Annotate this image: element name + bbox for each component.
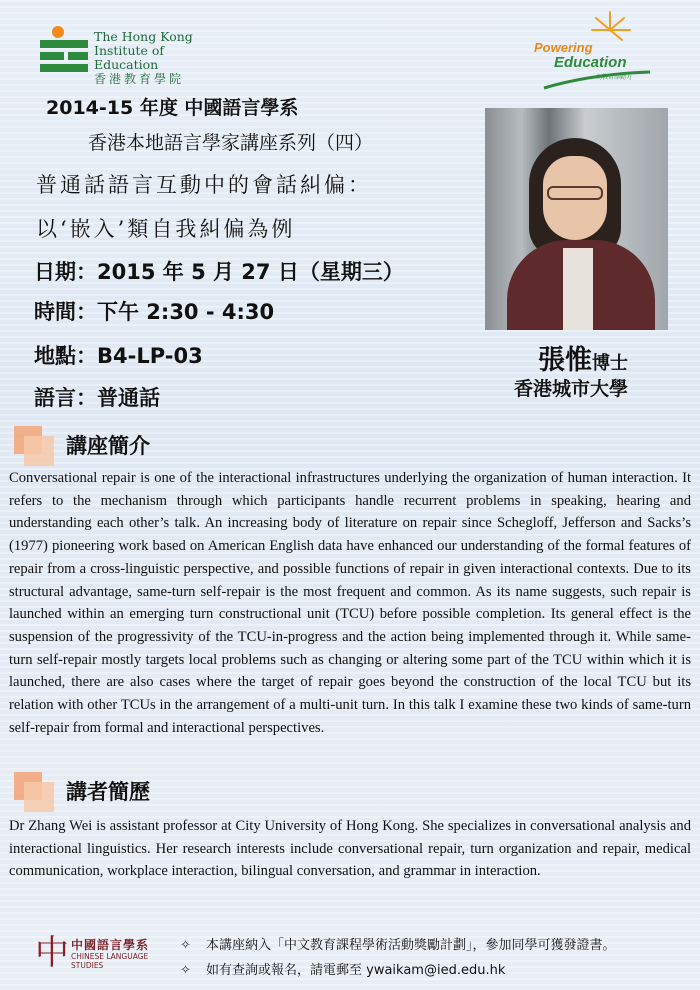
footer-note-certificate (180, 934, 616, 953)
decor-square-icon (24, 782, 54, 812)
lecture-series: 香港本地語言學家講座系列（四） (88, 132, 374, 154)
logo-cn: 香港教育學院 (94, 72, 185, 86)
bio-heading: 講者簡歷 (66, 780, 150, 804)
tagline-line2: Education (554, 54, 627, 71)
footer-line2: 如有查詢或報名，請電郵至 ywaikam@ied.edu.hk (206, 963, 506, 978)
dept-cn: 中國語言學系 (71, 938, 150, 952)
decor-square-icon (24, 436, 54, 466)
bio-body: Dr Zhang Wei is assistant professor at City University of Hong Kong. She specializes in conversational analysis and interactional linguistics. Her research interests include conversational repair, turn organization and repair, medical communication, workplace interaction, bilingual conversation, and grammar in interaction. (9, 818, 691, 880)
tagline-line3: 為教育添動力 (596, 74, 633, 81)
event-language: 語言：普通話 (34, 386, 160, 410)
year-department: 2014-15 年度 中國語言學系 (46, 97, 299, 119)
logo-en-line2: Institute of Education (94, 43, 165, 72)
tagline-line1: Powering (534, 40, 593, 55)
intro-body: Conversational repair is one of the interactional infrastructures underlying the organization of human interaction. It refers to the mechanism through which participants handle recurrent problems in speaking, hearing and understanding each other’s talk. An increasing body of literature on repair since Schegloff, Jefferson and Sacks’s (1977) pioneering work based on American English data have enhanced our understanding of the formal features of repair from a cross-linguistic perspective, and possible functions of repair in given interactional contexts. Due to its structural advantage, same-turn self-repair is the most frequent and common. As its name suggests, such repair is launched within an emerging turn constructional unit (TCU) before possible completion. Its general effect is the suspension of the progressivity of the TCU-in-progress and the action being implemented through it. While same-turn self-repair mostly targets local problems such as changing or altering some part of the TCU within which it is launched, there are also cases where the target of repair goes beyond the construction of the local TCU but its relation with other TCUs in the arrangement of a multi-unit turn. In this talk I examine these two kinds of same-turn self-repair from formal and interactional perspectives. (9, 470, 691, 736)
sparkle-icon: ✧ (180, 938, 191, 953)
intro-section-header (14, 424, 694, 466)
speaker-title: 博士 (592, 353, 628, 374)
dept-en-line2: STUDIES (71, 961, 104, 970)
lecture-title-line1: 普通話語言互動中的會話糾偏： (36, 173, 372, 197)
speaker-photo (485, 108, 668, 330)
event-venue: 地點：B4-LP-03 (34, 344, 203, 368)
cls-emblem-icon: 中 (35, 933, 69, 973)
speaker-name-text: 張惟 (538, 345, 592, 376)
intro-heading: 講座簡介 (66, 434, 150, 458)
powering-education-logo (530, 8, 660, 88)
hkied-logo (38, 24, 218, 86)
dept-en-line1: CHINESE LANGUAGE (71, 952, 149, 961)
speaker-organization: 香港城市大學 (514, 378, 629, 400)
event-time: 時間：下午 2:30 - 4:30 (34, 300, 275, 324)
footer-note-contact (180, 959, 505, 978)
logo-en-line1: The Hong Kong (94, 29, 193, 44)
lecture-title-line2: 以‘嵌入’類自我糾偏為例 (36, 217, 296, 241)
sparkle-icon: ✧ (180, 963, 191, 978)
cls-department-logo (35, 934, 165, 974)
speaker-name (538, 338, 628, 377)
bio-section-header (14, 770, 694, 812)
event-date: 日期：2015 年 5 月 27 日（星期三） (34, 260, 404, 284)
footer-line1: 本講座納入「中文教育課程學術活動獎勵計劃」，參加同學可獲發證書。 (206, 938, 616, 953)
hkied-emblem-icon (38, 24, 90, 80)
